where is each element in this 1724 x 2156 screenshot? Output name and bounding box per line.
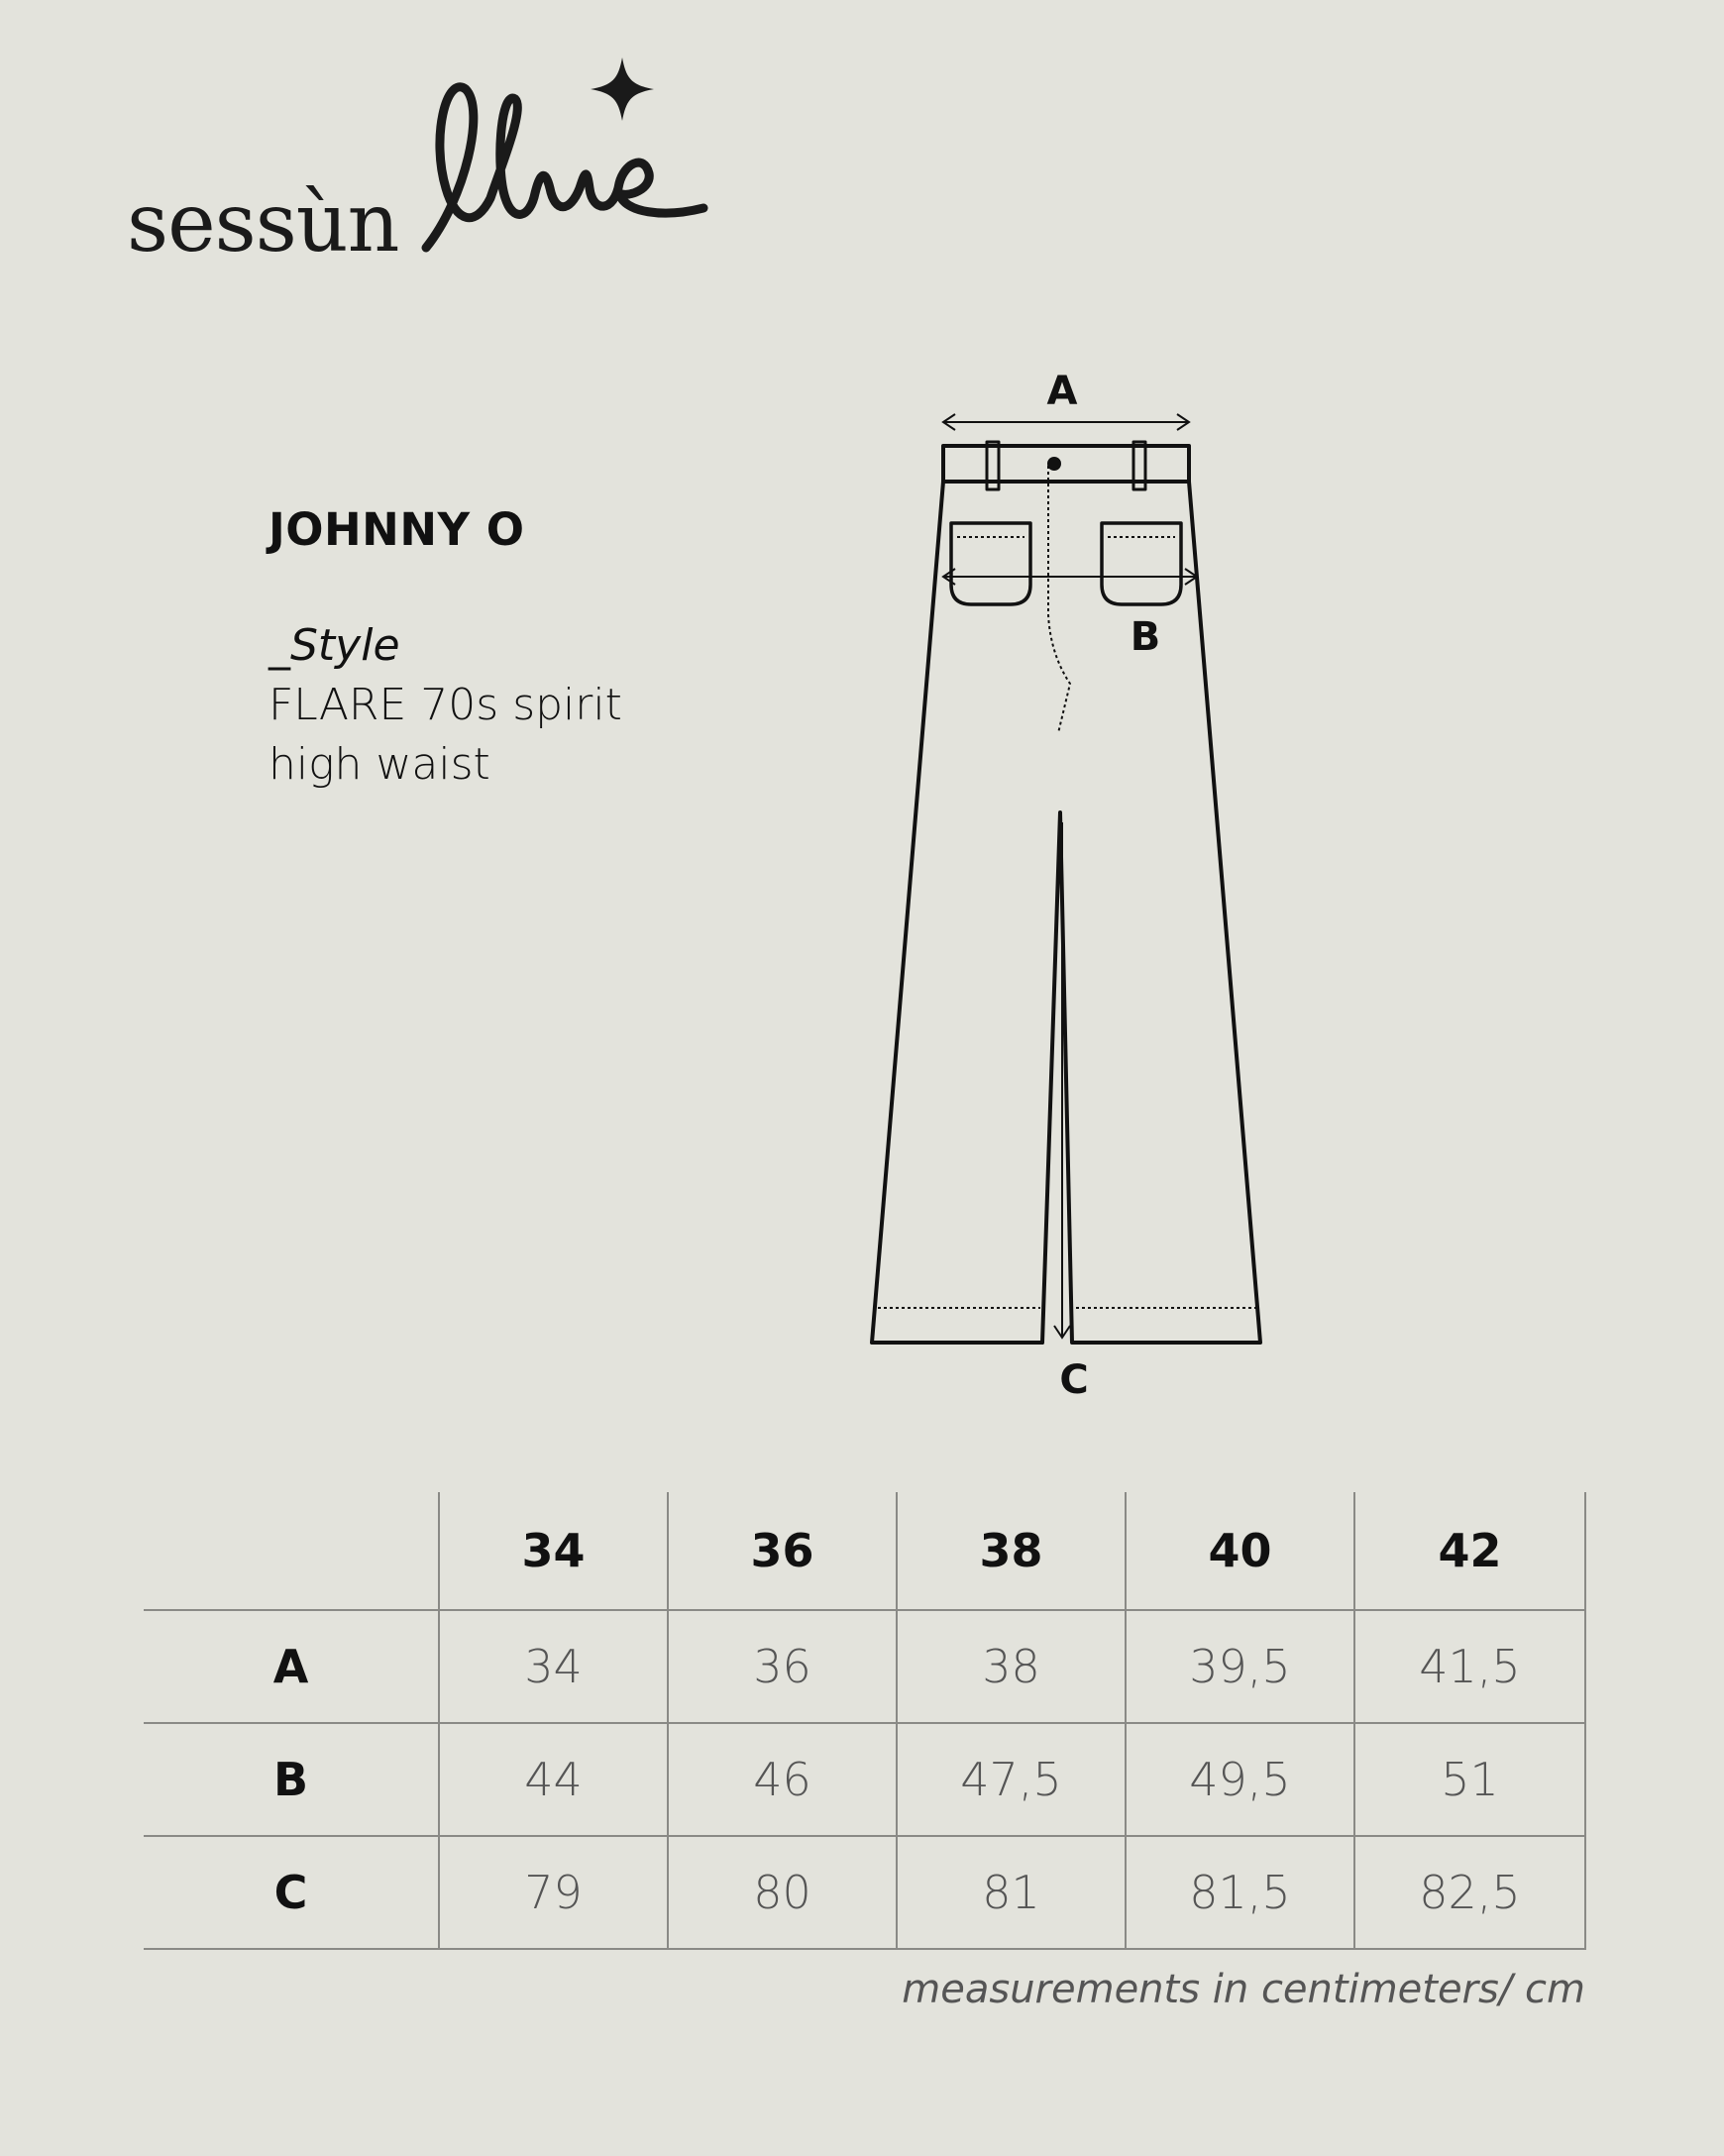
- table-row: [144, 1610, 1585, 1723]
- pocket-left: [951, 523, 1030, 604]
- measurement-cell: 51: [1354, 1723, 1585, 1836]
- style-line-waist: high waist: [269, 739, 490, 790]
- size-header: 34: [439, 1492, 668, 1610]
- measurement-cell: 81,5: [1126, 1836, 1354, 1949]
- button: [1047, 457, 1061, 471]
- measurement-cell: 41,5: [1354, 1610, 1585, 1723]
- measurement-cell: 82,5: [1354, 1836, 1585, 1949]
- label-b: B: [1130, 614, 1161, 660]
- row-label: A: [144, 1610, 439, 1723]
- units-note: measurements in centimeters/ cm: [902, 1967, 1585, 2012]
- header-corner: [144, 1492, 439, 1610]
- measurement-cell: 81: [897, 1836, 1126, 1949]
- product-title: JOHNNY O: [269, 503, 525, 556]
- measurement-cell: 36: [668, 1610, 897, 1723]
- size-header: 42: [1354, 1492, 1585, 1610]
- measurement-cell: 80: [668, 1836, 897, 1949]
- size-header: 40: [1126, 1492, 1354, 1610]
- sparkle-icon: [591, 57, 654, 121]
- size-header-row: [144, 1492, 1585, 1610]
- size-chart-table: [144, 1492, 1586, 1950]
- table-row: [144, 1723, 1585, 1836]
- measurement-cell: 49,5: [1126, 1723, 1354, 1836]
- measurement-cell: 38: [897, 1610, 1126, 1723]
- style-label: _Style: [269, 620, 400, 671]
- brand-logo: [119, 50, 713, 297]
- measurement-cell: 79: [439, 1836, 668, 1949]
- measurement-cell: 46: [668, 1723, 897, 1836]
- row-label: B: [144, 1723, 439, 1836]
- size-header: 38: [897, 1492, 1126, 1610]
- brand-wordmark: sessùn: [127, 176, 399, 270]
- style-line-fit: FLARE 70s spirit: [269, 680, 622, 730]
- table-row: [144, 1836, 1585, 1949]
- jeans-technical-sketch: [852, 357, 1268, 1397]
- label-a: A: [1046, 369, 1078, 414]
- fly-stitch: [1048, 466, 1070, 733]
- measurement-cell: 47,5: [897, 1723, 1126, 1836]
- measurement-cell: 44: [439, 1723, 668, 1836]
- row-label: C: [144, 1836, 439, 1949]
- measurement-cell: 34: [439, 1610, 668, 1723]
- waistband: [943, 446, 1189, 482]
- brand-script-logo: [406, 50, 723, 287]
- jeans-outline: [872, 482, 1260, 1343]
- size-header: 36: [668, 1492, 897, 1610]
- label-c: C: [1059, 1357, 1089, 1397]
- pocket-right: [1102, 523, 1181, 604]
- measurement-cell: 39,5: [1126, 1610, 1354, 1723]
